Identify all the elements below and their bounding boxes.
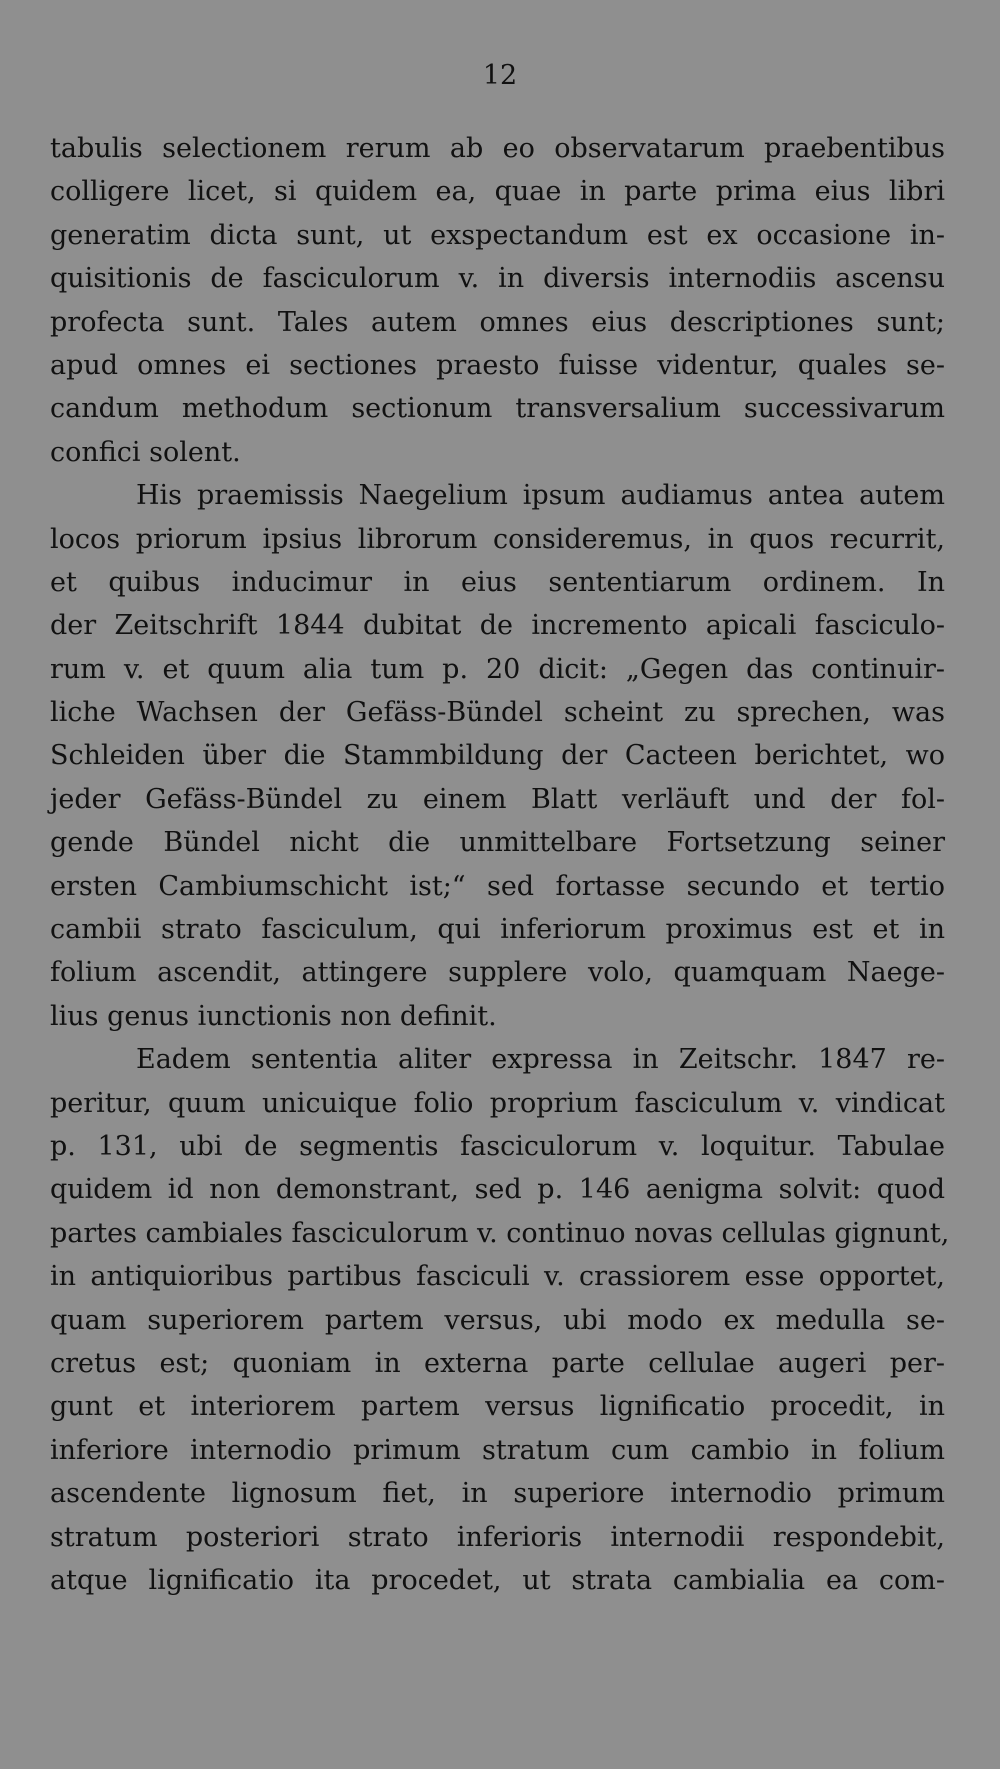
text-line: ascendente lignosum fiet, in superiore internodio primum (50, 1478, 945, 1510)
text-line: liche Wachsen der Gefäss-Bündel scheint zu sprechen, was (50, 697, 945, 729)
text-line: Schleiden über die Stammbildung der Cacteen berichtet, wo (50, 740, 945, 772)
page-number: 12 (482, 60, 518, 91)
text-line: quisitionis de fasciculorum v. in diversis internodiis ascensu (50, 263, 945, 295)
text-line: apud omnes ei sectiones praesto fuisse videntur, quales se- (50, 349, 945, 381)
text-line: atque lignificatio ita procedet, ut strata cambialia ea com- (50, 1564, 945, 1596)
text-line: p. 131, ubi de segmentis fasciculorum v. loquitur. Tabulae (50, 1130, 945, 1162)
text-line: candum methodum sectionum transversalium successivarum (50, 393, 945, 425)
text-line: colligere licet, si quidem ea, quae in parte prima eius libri (50, 176, 945, 208)
text-line: partes cambiales fasciculorum v. continuo novas cellulas gignunt, (50, 1217, 950, 1249)
text-line: quam superiorem partem versus, ubi modo ex medulla se- (50, 1304, 945, 1336)
text-line: peritur, quum unicuique folio proprium fasciculum v. vindicat (50, 1087, 945, 1119)
text-line: stratum posteriori strato inferioris internodii respondebit, (50, 1521, 945, 1553)
text-line: generatim dicta sunt, ut exspectandum est ex occasione in- (50, 219, 945, 251)
text-line: cretus est; quoniam in externa parte cellulae augeri per- (50, 1347, 945, 1379)
text-line: lius genus iunctionis non definit. (50, 1000, 497, 1032)
text-line: der Zeitschrift 1844 dubitat de incremento apicali fasciculo- (50, 610, 945, 642)
text-line: ersten Cambiumschicht ist;“ sed fortasse secundo et tertio (50, 870, 945, 902)
text-line: profecta sunt. Tales autem omnes eius descriptiones sunt; (50, 306, 945, 338)
paragraph-start-line: His praemissis Naegelium ipsum audiamus antea autem (136, 480, 945, 512)
text-line: cambii strato fasciculum, qui inferiorum proximus est et in (50, 914, 945, 946)
text-line: in antiquioribus partibus fasciculi v. crassiorem esse opportet, (50, 1261, 945, 1293)
paragraph-start-line: Eadem sententia aliter expressa in Zeitschr. 1847 re- (136, 1044, 945, 1076)
text-line: confici solent. (50, 436, 241, 468)
text-line: jeder Gefäss-Bündel zu einem Blatt verläuft und der fol- (50, 783, 945, 815)
text-line: et quibus inducimur in eius sententiarum ordinem. In (50, 566, 945, 598)
text-line: folium ascendit, attingere supplere volo, quamquam Naege- (50, 957, 945, 989)
text-line: gende Bündel nicht die unmittelbare Fortsetzung seiner (50, 827, 945, 859)
text-line: rum v. et quum alia tum p. 20 dicit: „Gegen das continuir- (50, 653, 945, 685)
text-line: tabulis selectionem rerum ab eo observatarum praebentibus (50, 133, 945, 164)
text-line: locos priorum ipsius librorum consideremus, in quos recurrit, (50, 523, 945, 555)
body-text (50, 127, 950, 1602)
text-line: gunt et interiorem partem versus lignificatio procedit, in (50, 1391, 945, 1423)
text-line: quidem id non demonstrant, sed p. 146 aenigma solvit: quod (50, 1174, 945, 1206)
text-line: inferiore internodio primum stratum cum cambio in folium (50, 1434, 945, 1466)
